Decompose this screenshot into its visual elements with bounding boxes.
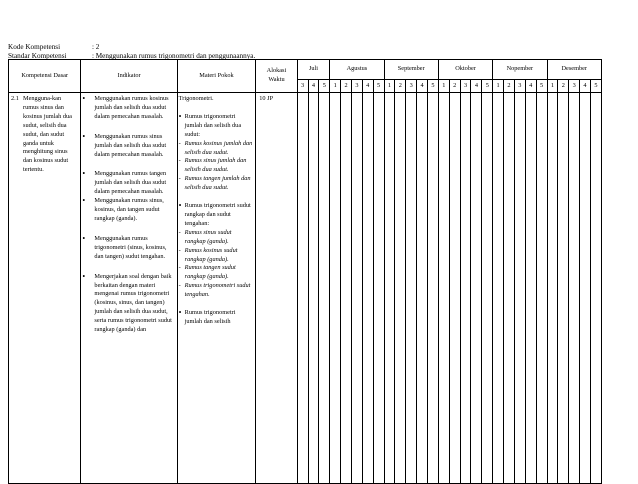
materi-subitem: - Rumus tangen jumlah dan selisih dua sudut. — [179, 175, 254, 193]
materi-subitem: - Rumus sinus jumlah dan selisih dua sudut. — [179, 157, 254, 175]
standar-kompetensi-value: : Menggunakan rumus trigonometri dan penggunaannya. — [92, 52, 256, 60]
schedule-cell — [525, 93, 536, 484]
schedule-cell — [384, 93, 395, 484]
schedule-cell — [373, 93, 384, 484]
schedule-cell — [590, 93, 601, 484]
week-cell: 5 — [482, 80, 493, 93]
week-cell: 4 — [471, 80, 482, 93]
schedule-cell — [493, 93, 504, 484]
week-cell: 2 — [449, 80, 460, 93]
schedule-cell — [417, 93, 428, 484]
col-materi-pokok: Materi Pokok — [177, 60, 256, 93]
week-cell: 1 — [493, 80, 504, 93]
schedule-cell — [449, 93, 460, 484]
week-cell: 5 — [373, 80, 384, 93]
week-cell: 4 — [417, 80, 428, 93]
schedule-cell — [514, 93, 525, 484]
schedule-cell — [297, 93, 308, 484]
schedule-cell — [504, 93, 515, 484]
alokasi-label-1: Alokasi — [266, 67, 287, 75]
week-cell: 3 — [351, 80, 362, 93]
schedule-cell — [460, 93, 471, 484]
month-oktober: Oktober — [438, 60, 492, 80]
week-cell: 2 — [341, 80, 352, 93]
month-juli: Juli — [297, 60, 330, 80]
week-cell: 3 — [514, 80, 525, 93]
materi-subitem: - Rumus sinus sudut rangkap (ganda). — [179, 229, 254, 247]
materi-subitem: - Rumus tangen sudut rangkap (ganda). — [179, 264, 254, 282]
week-cell: 1 — [547, 80, 558, 93]
indikator-item: • Menggunakan rumus tangen jumlah dan selisih dua sudut dalam pemecahan masalah. — [81, 170, 173, 197]
materi-subitem: - Rumus kosinus sudut rangkap (ganda). — [179, 247, 254, 265]
month-september: September — [384, 60, 438, 80]
week-cell: 5 — [536, 80, 547, 93]
week-cell: 3 — [569, 80, 580, 93]
month-nopember: Nopember — [493, 60, 547, 80]
week-cell: 3 — [406, 80, 417, 93]
week-cell: 5 — [428, 80, 439, 93]
week-cell: 3 — [297, 80, 308, 93]
week-cell: 5 — [319, 80, 330, 93]
standar-kompetensi-label: Standar Kompetensi — [8, 52, 67, 60]
week-cell: 4 — [362, 80, 373, 93]
week-cell: 2 — [395, 80, 406, 93]
month-desember: Desember — [547, 60, 602, 80]
kd-text: Mengguna-kan rumus sinus dan kosinus jumlah dua sudut, selisih dua sudut, dan sudut ganda untuk menghitung sinus dan kosinus sudut tertentu. — [23, 95, 72, 174]
indikator-item: • Menggunakan rumus sinus, kosinus, dan tangen sudut rangkap (ganda). — [81, 197, 173, 224]
schedule-cell — [308, 93, 319, 484]
col-indikator: Indikator — [81, 60, 177, 93]
materi-title: Trigonometri. — [178, 95, 214, 102]
materi-subitem: - Rumus trigonometri sudut tengahan. — [179, 282, 254, 300]
week-cell: 2 — [558, 80, 569, 93]
schedule-cell — [319, 93, 330, 484]
schedule-cell — [341, 93, 352, 484]
week-cell: 1 — [330, 80, 341, 93]
week-cell: 1 — [384, 80, 395, 93]
week-cell: 2 — [504, 80, 515, 93]
schedule-cell — [482, 93, 493, 484]
schedule-cell — [580, 93, 591, 484]
schedule-cell — [547, 93, 558, 484]
schedule-cell — [330, 93, 341, 484]
schedule-cell — [406, 93, 417, 484]
schedule-cell — [438, 93, 449, 484]
kode-kompetensi-label: Kode Kompetensi — [8, 43, 61, 51]
schedule-cell — [395, 93, 406, 484]
indikator-item: • Menggunakan rumus kosinus jumlah dan selisih dua sudut dalam pemecahan masalah. — [81, 95, 173, 122]
indikator-item: • Mengerjakan soal dengan baik berkaitan dengan materi mengenai rumus trigonometri (kosinus, sinus, dan tangen) jumlah dan selisih dua sudut, serta rumus trigonometri sudut rangkap (ganda) dan — [81, 273, 173, 335]
month-agustus: Agustus — [330, 60, 384, 80]
week-cell: 3 — [460, 80, 471, 93]
col-alokasi-waktu — [256, 60, 297, 93]
materi-bullet: • Rumus trigonometri jumlah dan selisih dua sudut: — [179, 113, 254, 140]
kd-number: 2.1 — [11, 95, 19, 102]
week-cell: 5 — [590, 80, 601, 93]
kode-kompetensi-value: : 2 — [92, 43, 100, 51]
materi-subitem: - Rumus kosinus jumlah dan selisih dua sudut. — [179, 140, 254, 158]
indikator-cell — [81, 93, 177, 484]
schedule-cell — [362, 93, 373, 484]
schedule-cell — [428, 93, 439, 484]
alokasi-waktu-cell — [256, 93, 297, 484]
materi-bullet: • Rumus trigonometri sudut rangkap dan sudut tengahan: — [179, 202, 254, 229]
schedule-cell — [471, 93, 482, 484]
header-row-months — [9, 60, 602, 80]
kompetensi-dasar-cell — [9, 93, 81, 484]
alokasi-label-2: Waktu — [268, 76, 285, 83]
silabus-table — [8, 59, 602, 484]
week-cell: 4 — [525, 80, 536, 93]
schedule-cell — [536, 93, 547, 484]
indikator-item: • Menggunakan rumus sinus jumlah dan selisih dua sudut dalam pemecahan masalah. — [81, 133, 173, 160]
schedule-cell — [569, 93, 580, 484]
schedule-cell — [351, 93, 362, 484]
alokasi-value: 10 JP — [259, 95, 274, 102]
week-cell: 4 — [308, 80, 319, 93]
week-cell: 4 — [580, 80, 591, 93]
materi-bullet: • Rumus trigonometri jumlah dan selisih — [179, 309, 254, 327]
col-kompetensi-dasar: Kompetensi Dasar — [9, 60, 81, 93]
materi-pokok-cell — [177, 93, 256, 484]
schedule-cell — [558, 93, 569, 484]
week-cell: 1 — [438, 80, 449, 93]
indikator-item: • Menggunakan rumus trigonometri (sinus, kosinus, dan tangen) sudut tengahan. — [81, 235, 173, 262]
table-row — [9, 93, 602, 484]
